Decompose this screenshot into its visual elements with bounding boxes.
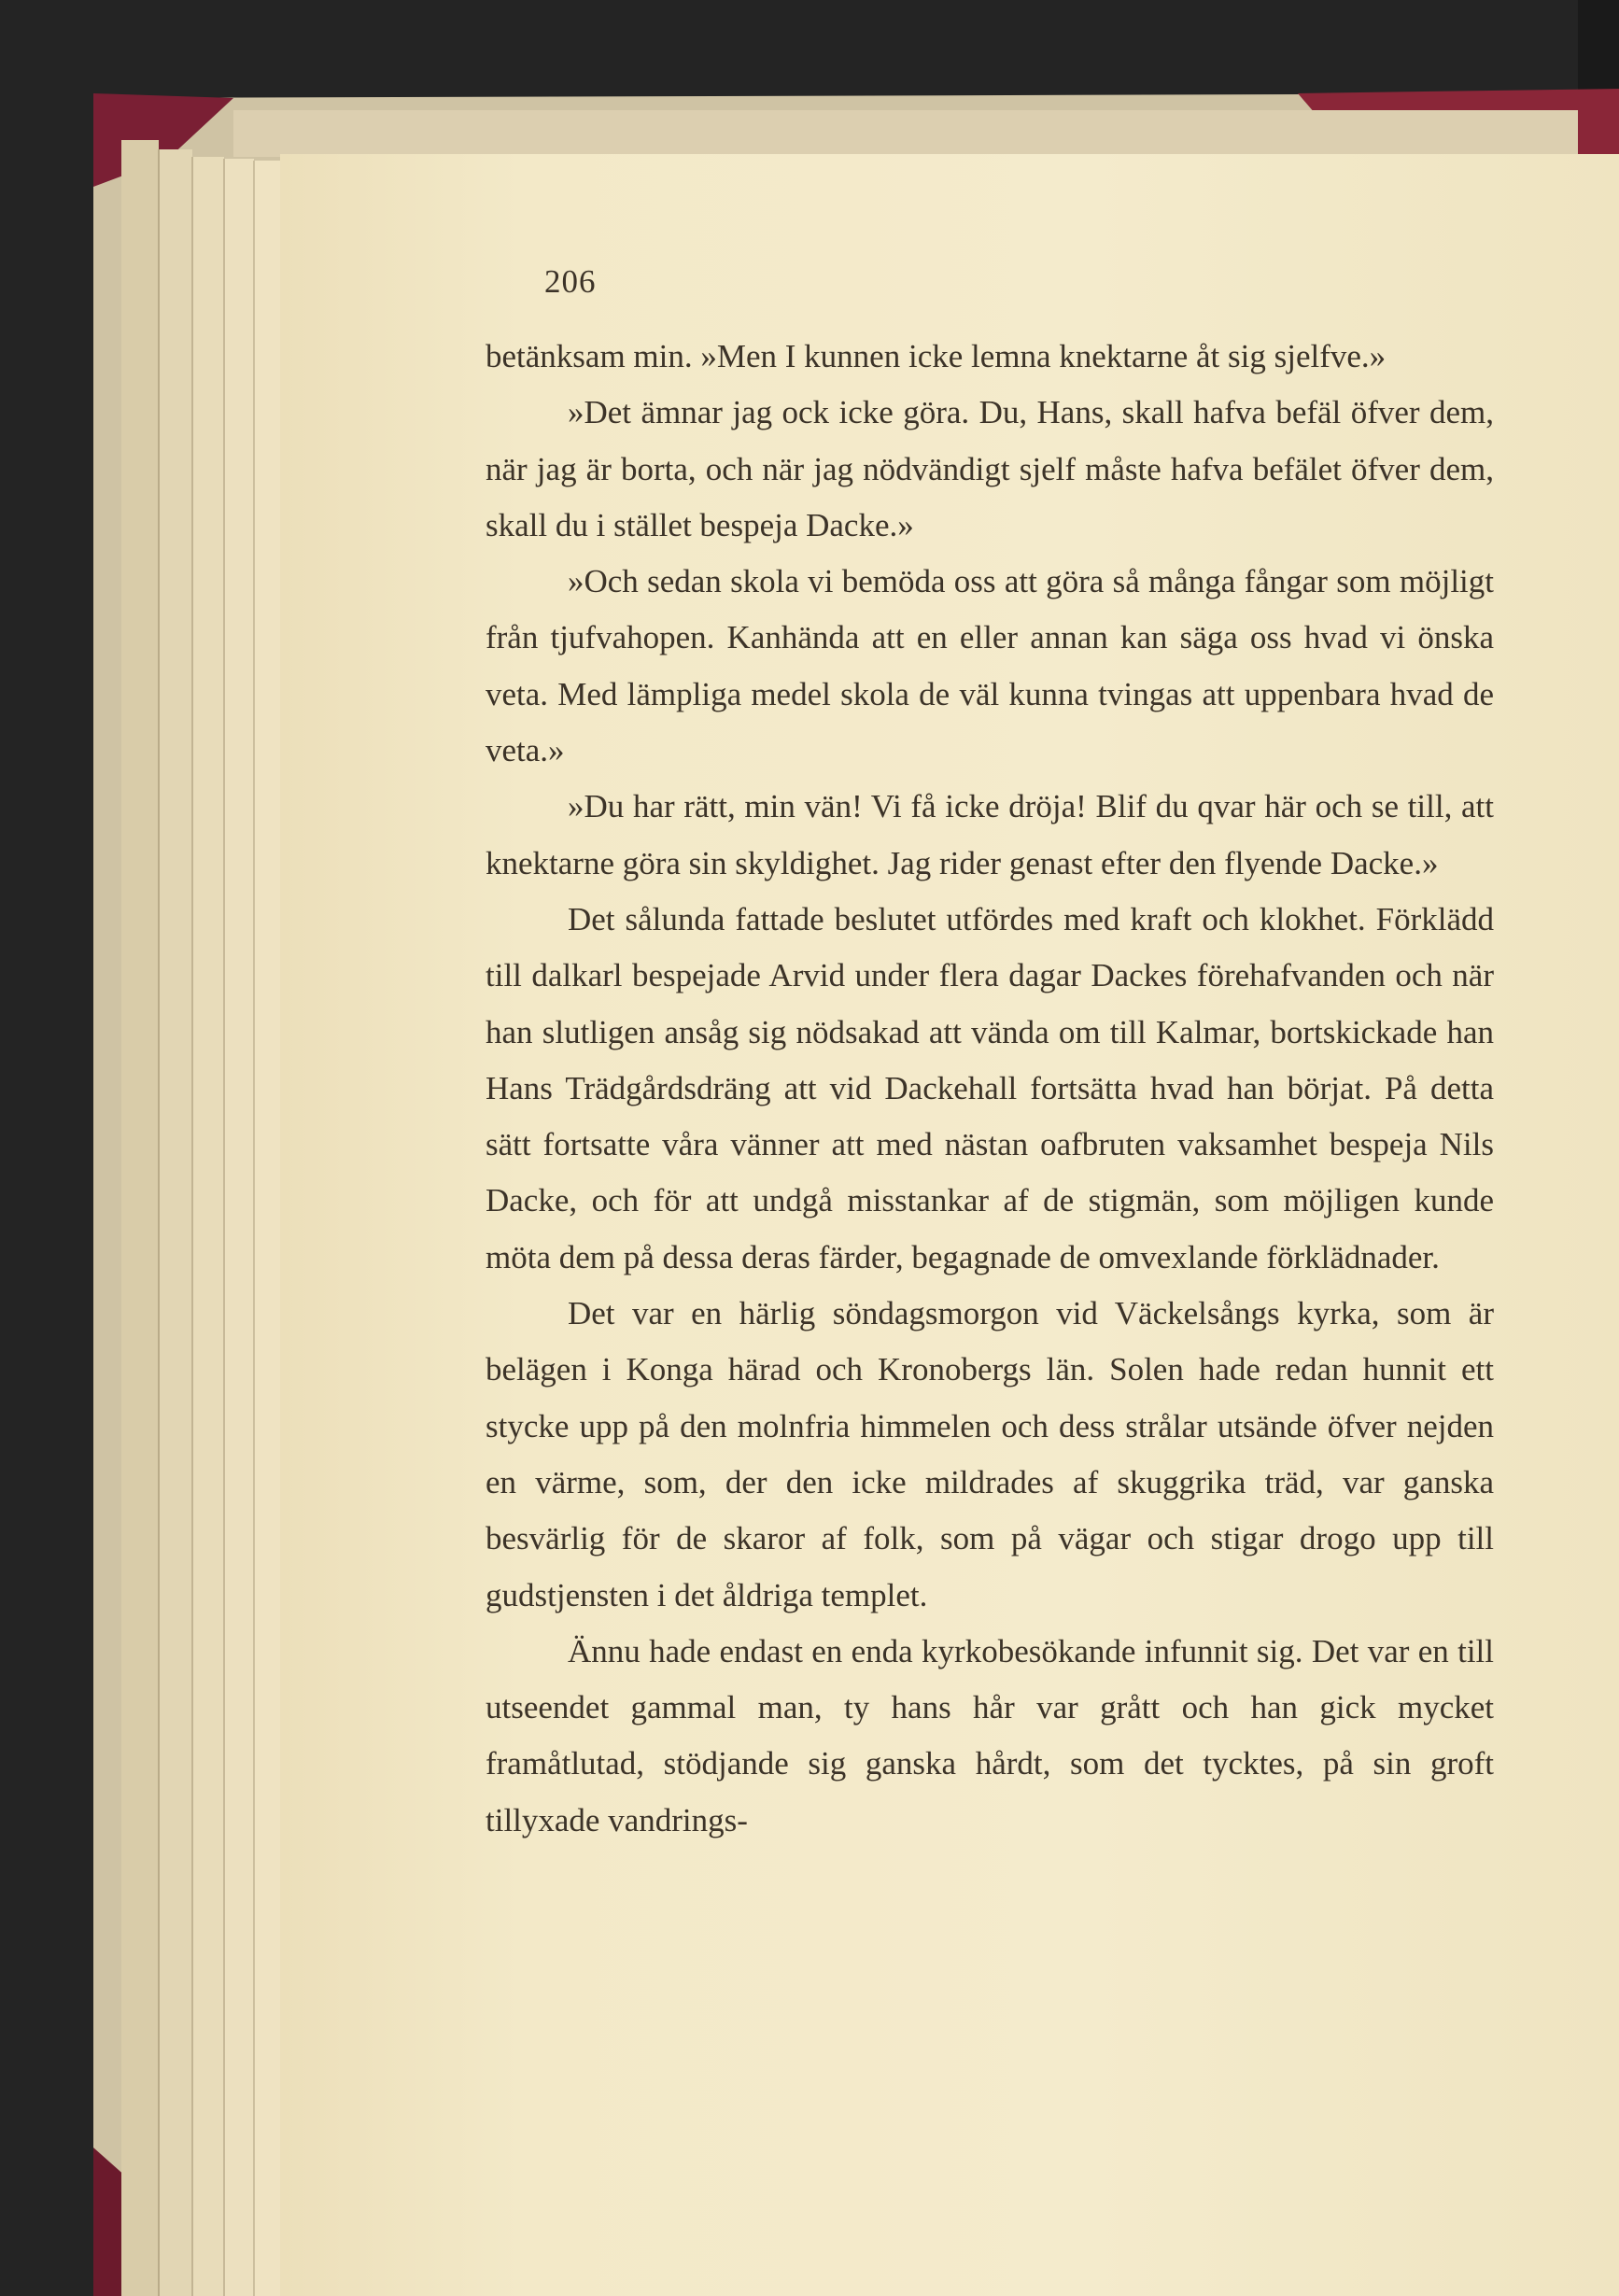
paragraph-4: »Du har rätt, min vän! Vi få icke dröja! Blif du qvar här och se till, att knektarne göra sin skyldighet. Jag rider genast efter den flyende Dacke.»	[486, 788, 1494, 881]
paragraph-5: Det sålunda fattade beslutet utfördes med kraft och klokhet. Förklädd till dalkarl bespejade Arvid under flera dagar Dackes förehafvanden och när han slutligen ansåg sig nödsakad att vända om till Kalmar, bortskickade han Hans Trädgårdsdräng att vid Dackehall fortsätta hvad han börjat. På detta sätt fortsatte våra vänner att med nästan oafbruten vaksamhet bespeja Nils Dacke, och för att undgå misstankar af de stigmän, som möjligen kunde möta dem på dessa deras färder, begagnade de omvexlande förklädnader.	[486, 900, 1494, 1275]
paragraph-2: »Det ämnar jag ock icke göra. Du, Hans, skall hafva befäl öfver dem, när jag är borta, och när jag nödvändigt sjelf måste hafva befälet öfver dem, skall du i stället bespeja Dacke.»	[486, 394, 1494, 543]
page-edge-5	[254, 161, 282, 2296]
paragraph-7: Ännu hade endast en enda kyrkobesökande infunnit sig. Det var en till utseendet gammal man, ty hans hår var grått och han gick mycket framåtlutad, stödjande sig ganska hårdt, som det tycktes, på sin groft tillyxade vandrings-	[486, 1632, 1494, 1838]
page-text	[486, 329, 1494, 1849]
page-edge-1	[121, 140, 159, 2296]
paragraph-3: »Och sedan skola vi bemöda oss att göra så många fångar som möjligt från tjufvahopen. Kanhända att en eller annan kan säga oss hvad vi önska veta. Med lämpliga medel skola de väl kunna tvingas att uppenbara hvad de veta.»	[486, 563, 1494, 769]
paragraph-1: betänksam min. »Men I kunnen icke lemna knektarne åt sig sjelfve.»	[486, 338, 1387, 374]
paragraph-6: Det var en härlig söndagsmorgon vid Väckelsångs kyrka, som är belägen i Konga härad och Kronobergs län. Solen hade redan hunnit ett stycke upp på den molnfria himmelen och dess strålar utsände öfver nejden en värme, som, der den icke mildrades af skuggrika träd, var ganska besvärlig för de skaror af folk, som på vägar och stigar drogo upp till gudstjensten i det åldriga templet.	[486, 1295, 1494, 1613]
top-page-edge	[233, 110, 1578, 157]
page-edge-3	[192, 157, 224, 2296]
page-edge-4	[224, 159, 254, 2296]
page-edge-2	[159, 149, 192, 2296]
page-number: 206	[544, 263, 597, 300]
